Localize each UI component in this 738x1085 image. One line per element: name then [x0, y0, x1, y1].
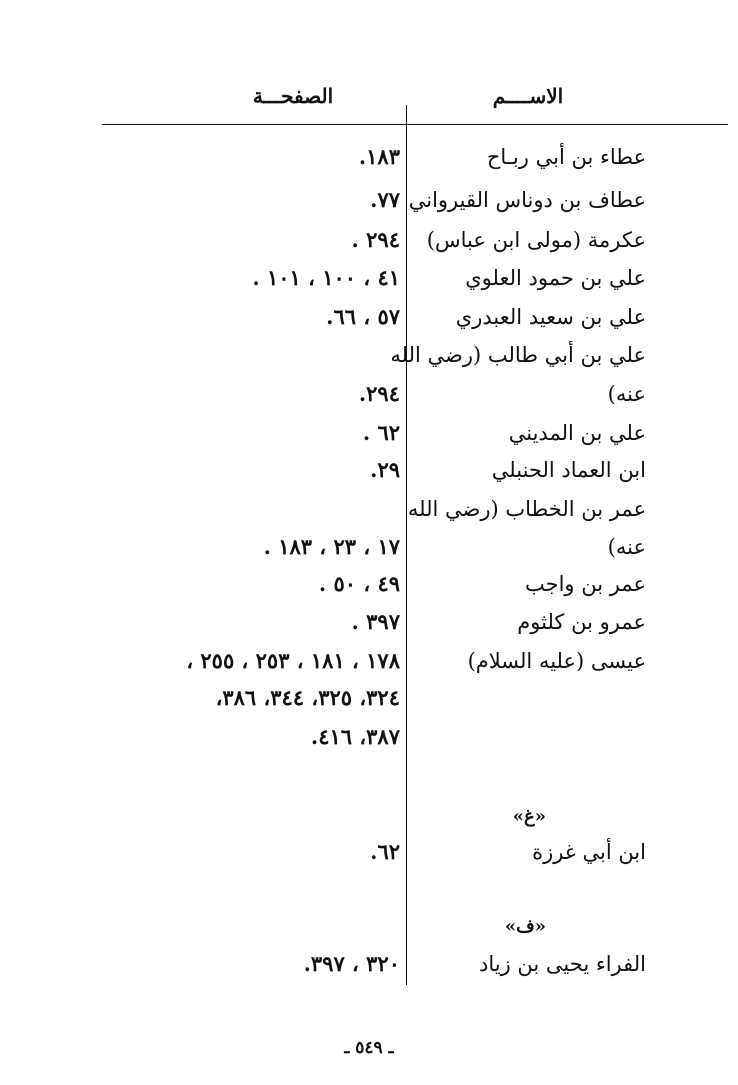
index-row: [0, 376, 738, 412]
index-row: [0, 719, 738, 755]
index-row: [0, 299, 738, 335]
entry-name: علي بن المديني: [508, 421, 646, 445]
entry-pages: ٤١ ، ١٠٠ ، ١٠١ .: [252, 265, 400, 290]
entry-name: علي بن سعيد العبدري: [455, 305, 646, 329]
entry-name: ابن العماد الحنبلي: [491, 458, 646, 482]
index-row: [0, 643, 738, 679]
entry-pages: ٣٩٧ .: [351, 609, 400, 634]
index-row: [0, 834, 738, 870]
index-row: [0, 529, 738, 565]
entry-name: عنه): [607, 382, 646, 406]
page-number: ـ ٥٤٩ ـ: [344, 1038, 394, 1058]
entry-name: عطاء بن أبي ربـاح: [486, 145, 646, 169]
index-row: [0, 260, 738, 296]
index-row: [0, 566, 738, 602]
entry-pages: ٣٢٤، ٣٢٥، ٣٤٤، ٣٨٦،: [215, 685, 400, 710]
entry-pages: ٦٢ .: [362, 420, 400, 445]
entry-name: ابن أبي غرزة: [532, 840, 646, 864]
index-row: [0, 415, 738, 451]
entry-name: عكرمة (مولى ابن عباس): [426, 228, 646, 252]
entry-pages: ٥٧ ، ٦٦.: [326, 304, 400, 329]
pages-column-header: الصفحـــة: [252, 84, 334, 108]
entry-name: الفراء يحيى بن زياد: [479, 952, 646, 976]
entry-name: عيسى (عليه السلام): [467, 649, 646, 673]
index-row: [0, 491, 738, 527]
index-row: [0, 946, 738, 982]
section-letter-f: «ف»: [504, 916, 546, 937]
entry-name: عمرو بن كلثوم: [517, 610, 646, 634]
entry-name: عنه): [607, 535, 646, 559]
entry-name: عطاف بن دوناس القيرواني: [408, 188, 646, 212]
entry-pages: ٧٧.: [370, 187, 400, 212]
index-row: [0, 222, 738, 258]
index-row: [0, 452, 738, 488]
entry-pages: ٦٢.: [370, 839, 400, 864]
index-row: [0, 604, 738, 640]
entry-pages: ٤٩ ، ٥٠ .: [318, 571, 400, 596]
header-rule: [102, 124, 728, 125]
index-row: [0, 139, 738, 175]
entry-name: علي بن حمود العلوي: [465, 266, 646, 290]
entry-name: عمر بن واجب: [524, 572, 646, 596]
entry-pages: ١٧ ، ٢٣ ، ١٨٣ .: [263, 534, 400, 559]
entry-pages: ٢٩.: [370, 457, 400, 482]
index-row: [0, 680, 738, 716]
entry-pages: ٣٢٠ ، ٣٩٧.: [303, 951, 400, 976]
entry-name: علي بن أبي طالب (رضي الله: [390, 343, 646, 367]
entry-pages: ٢٩٤.: [358, 381, 400, 406]
index-row: [0, 337, 738, 373]
entry-pages: ٣٨٧، ٤١٦.: [310, 724, 400, 749]
name-column-header: الاســــم: [492, 84, 564, 108]
section-letter-gh: «غ»: [512, 806, 546, 827]
entry-name: عمر بن الخطاب (رضي الله: [407, 497, 646, 521]
entry-pages: ١٨٣.: [358, 144, 400, 169]
entry-pages: ١٧٨ ، ١٨١ ، ٢٥٣ ، ٢٥٥ ،: [186, 648, 400, 673]
entry-pages: ٢٩٤ .: [351, 227, 400, 252]
index-row: [0, 182, 738, 218]
